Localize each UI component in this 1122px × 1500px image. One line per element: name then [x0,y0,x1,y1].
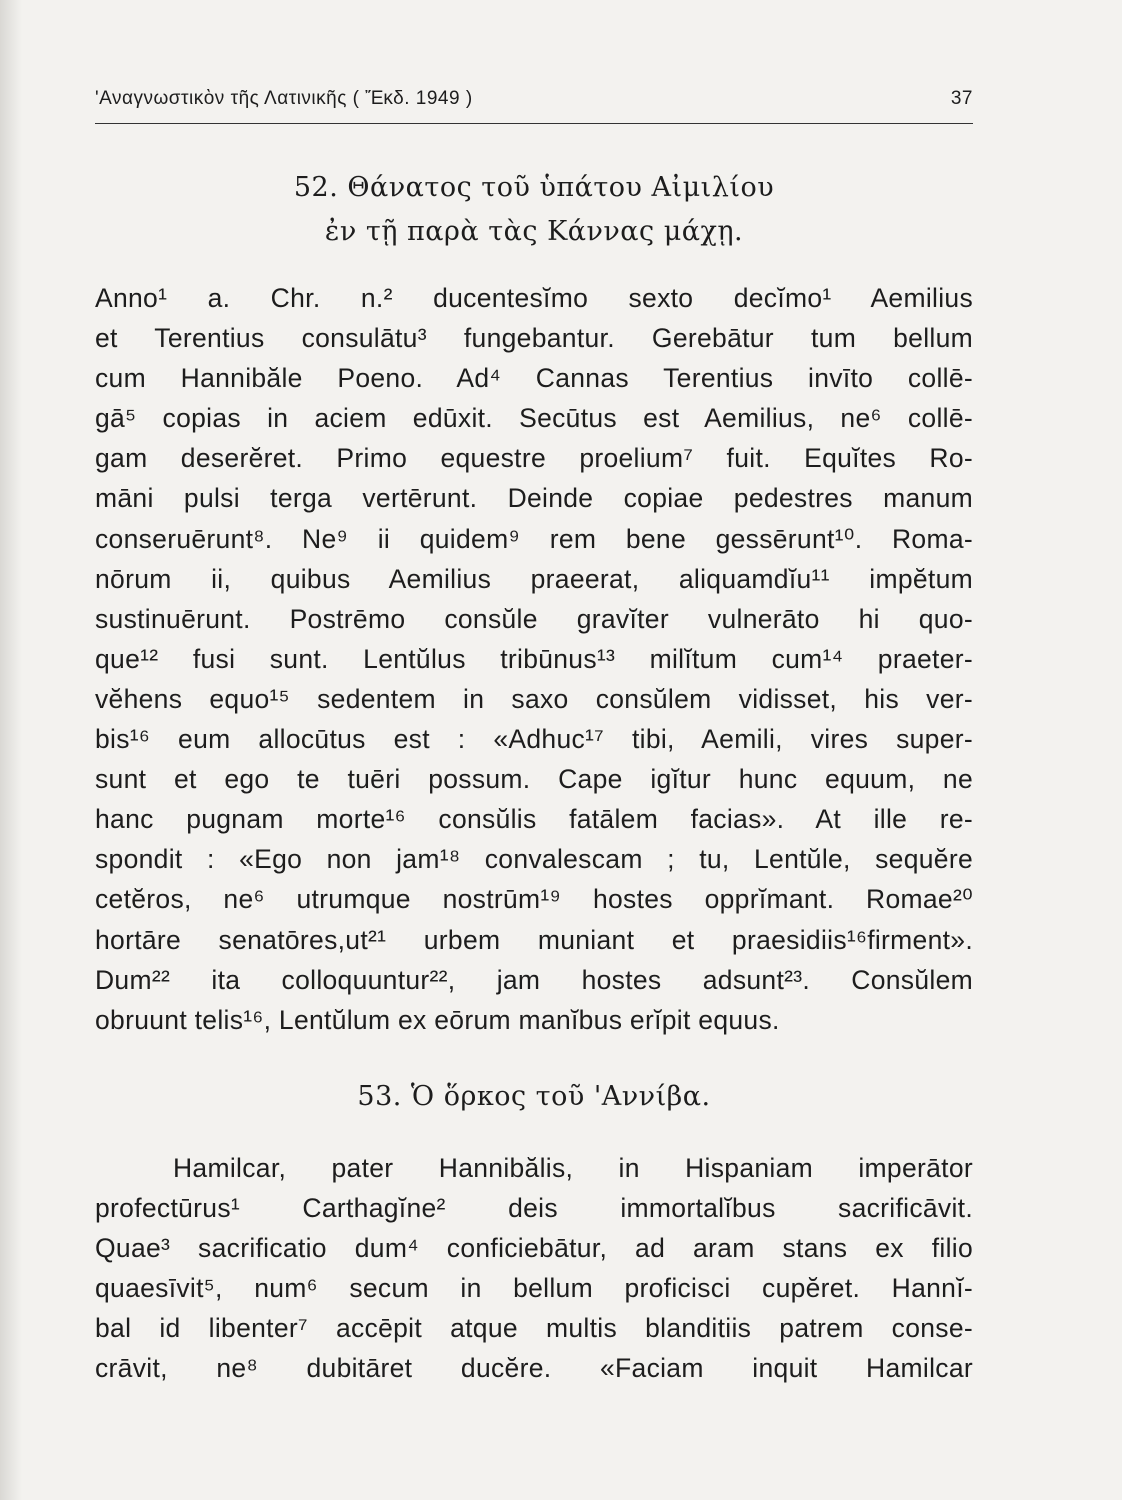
chapter-53-body [95,1148,973,1389]
chapter-53-title-text: 53. Ὁ ὅρκος τοῦ 'Αννίβα. [357,1081,711,1112]
text-line: gam deserĕret. Primo equestre proelium⁷ fuit. Equĭtes Ro- [95,443,973,474]
text-line: spondit : «Ego non jam¹⁸ convalescam ; tu, Lentŭle, sequĕre [95,844,973,875]
text-line: quaesīvit⁵, num⁶ secum in bellum proficisci cupĕret. Hannĭ- [95,1273,973,1304]
text-line: conseruērunt⁸. Ne⁹ ii quidem⁹ rem bene gessērunt¹⁰. Roma- [95,523,973,554]
text-line: hanc pugnam morte¹⁶ consŭlis fatālem facias». At ille re- [95,804,973,835]
text-line: Quae³ sacrificatio dum⁴ conficiebātur, ad aram stans ex filio [95,1233,973,1264]
text-line: profectūrus¹ Carthagĭne² deis immortalĭbus sacrificāvit. [95,1193,973,1224]
chapter-53-title [95,1075,973,1119]
text-line: bal id libenter⁷ accēpit atque multis blanditiis patrem conse- [95,1313,973,1344]
text-line: et Terentius consulātu³ fungebantur. Gerebātur tum bellum [95,323,973,354]
running-head [95,88,973,110]
chapter-52-title-line-2: ἐν τῇ παρὰ τὰς Κάννας μάχῃ. [324,216,744,247]
text-line: sustinuērunt. Postrēmo consŭle gravĭter vulnerāto hi quo- [95,603,973,634]
text-line: obruunt telis¹⁶, Lentŭlum ex eōrum manĭbus erĭpit equus. [95,1004,780,1035]
text-line: Anno¹ a. Chr. n.² ducentesĭmo sexto decĭmo¹ Aemilius [95,283,973,313]
text-line: crāvit, ne⁸ dubitāret ducĕre. «Faciam inquit Hamilcar [95,1353,973,1384]
book-title: 'Αναγνωστικὸν τῆς Λατινικῆς ( Ἔκδ. 1949 ) [95,88,473,109]
page-edge-shadow [0,0,22,1500]
text-line: nōrum ii, quibus Aemilius praeerat, aliquamdĭu¹¹ impĕtum [95,563,973,594]
text-line: sunt et ego te tuēri possum. Cape igĭtur hunc equum, ne [95,764,973,795]
page-number: 37 [950,88,973,109]
chapter-52-title [95,166,973,254]
header-rule [95,123,973,124]
text-line: hortāre senatōres,ut²¹ urbem muniant et praesidiis¹⁶firment». [95,924,973,955]
chapter-52-title-line-1: 52. Θάνατος τοῦ ὑπάτου Αἰμιλίου [293,172,775,203]
text-line: māni pulsi terga vertērunt. Deinde copiae pedestres manum [95,483,973,514]
text-line: que¹² fusi sunt. Lentŭlus tribūnus¹³ milĭtum cum¹⁴ praeter- [95,643,973,674]
text-line: cum Hannibăle Poeno. Ad⁴ Cannas Terentius invīto collē- [95,363,973,394]
text-line: cetĕros, ne⁶ utrumque nostrūm¹⁹ hostes opprĭmant. Romae²⁰ [95,884,973,915]
text-line: gā⁵ copias in aciem edūxit. Secūtus est Aemilius, ne⁶ collē- [95,403,973,434]
text-line: Hamilcar, pater Hannibălis, in Hispaniam imperātor [173,1153,973,1183]
text-line: Dum²² ita colloquuntur²², jam hostes adsunt²³. Consŭlem [95,964,973,995]
text-line: bis¹⁶ eum allocūtus est : «Adhuc¹⁷ tibi, Aemili, vires super- [95,724,973,755]
chapter-52-body [95,278,973,1040]
text-line: vĕhens equo¹⁵ sedentem in saxo consŭlem vidisset, his ver- [95,683,973,714]
